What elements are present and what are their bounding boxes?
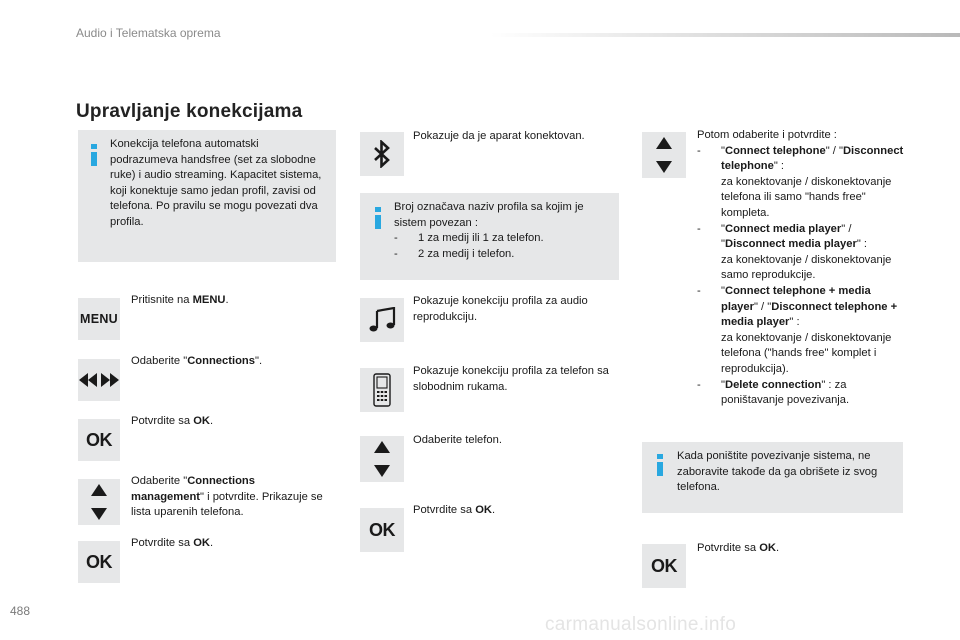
bluetooth-icon [360,132,404,176]
audio-profile-description: Pokazuje konekciju profila za audio reprodukciju. [413,295,588,323]
page-number: 488 [10,604,31,618]
step-confirm-ok-4: Potvrdite sa OK. [697,542,780,554]
arrows-up-down-icon [78,479,120,525]
handsfree-profile-description: Pokazuje konekciju profila za telefon sa slobodnim rukama. [413,365,609,393]
step-confirm-ok-2: Potvrdite sa OK. [131,537,214,549]
info-box-delete [642,442,903,513]
arrows-left-right-icon [78,359,120,401]
info-box-connection [78,130,336,262]
connection-options [697,128,909,409]
step-select-phone: Odaberite telefon. [413,434,502,446]
step-press-menu: Pritisnite na MENU. [131,294,229,306]
arrows-up-down-icon [642,132,686,178]
list-item: - "Connect telephone" / "Disconnect telephone" : za konektovanje / diskonektovanje telefona ili samo "hands free" kompleta. [697,144,909,222]
header-title: Audio i Telematska oprema [76,26,221,40]
info-profiles-list [394,231,612,262]
bluetooth-description: Pokazuje da je aparat konektovan. [413,130,585,142]
menu-button-icon [78,298,120,340]
step-confirm-ok-3: Potvrdite sa OK. [413,504,496,516]
ok-button-icon: OK [78,419,120,461]
list-item: - "Connect media player" / "Disconnect media player" : za konektovanje / diskonektovanje samo reprodukcije. [697,222,909,284]
ok-button-icon: OK [642,544,686,588]
list-item: - 1 za medij ili 1 za telefon. [394,231,612,247]
step-confirm-ok-1: Potvrdite sa OK. [131,415,214,427]
mobile-phone-icon [360,368,404,412]
step-select-connections: Odaberite "Connections". [131,355,263,367]
menu-label: MENU [79,312,118,326]
header-rule [490,33,960,37]
info-box-profiles [360,193,619,280]
step-connections-management: Odaberite "Connections management" i potvrdite. Prikazuje se lista uparenih telefona. [131,475,323,519]
options-intro: Potom odaberite i potvrdite : [697,129,837,141]
list-item: - "Delete connection" : za poništavanje povezivanja. [697,378,909,409]
ok-button-icon: OK [78,541,120,583]
info-profiles-intro: Broj označava naziv profila sa kojim je sistem povezan : [394,201,584,229]
options-list [697,144,909,409]
section-title: Upravljanje konekcijama [76,101,303,122]
info-text: Konekcija telefona automatski podrazumeva handsfree (set za slobodne ruke) i audio streaming. Kapacitet sistema, koji konektuje samo jedan profil, zavisi od telefona. Po pravilu se mogu povezati dva profila. [110,138,322,228]
arrows-up-down-icon [360,436,404,482]
music-note-icon [360,298,404,342]
list-item: - 2 za medij i telefon. [394,247,612,263]
watermark: carmanualsonline.info [545,614,737,635]
info-delete-text: Kada poništite povezivanje sistema, ne zaboravite takođe da ga obrišete iz svog telefona. [677,450,878,494]
list-item: - "Connect telephone + media player" / "Disconnect telephone + media player" : za konektovanje / diskonektovanje telefona ("hands free" komplet i reprodukcija). [697,284,909,378]
ok-button-icon: OK [360,508,404,552]
